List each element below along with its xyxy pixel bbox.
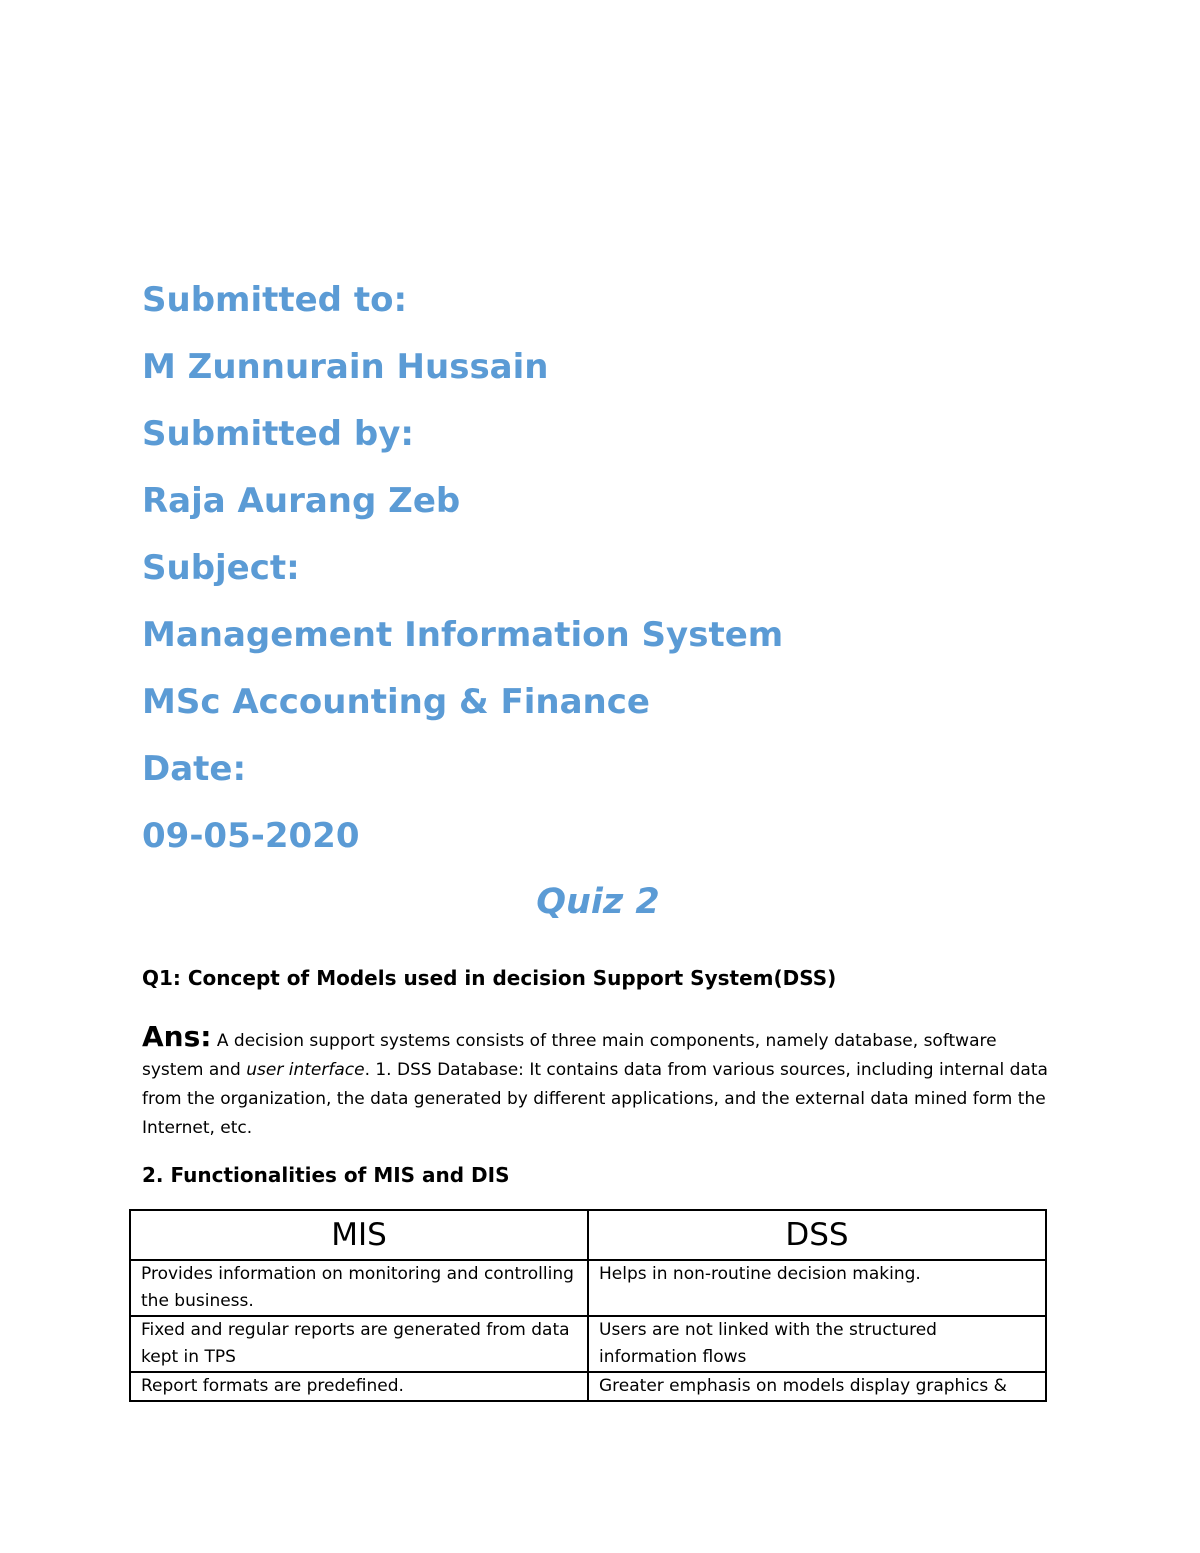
date-value: 09-05-2020 (142, 816, 360, 856)
quiz-title: Quiz 2 (536, 882, 660, 922)
subject-name: Management Information System (142, 615, 784, 655)
submitted-by-label: Submitted by: (142, 414, 414, 454)
date-label: Date: (142, 749, 247, 789)
cover-block (142, 278, 783, 881)
table-cell-dss: Helps in non-routine decision making. (588, 1260, 1046, 1316)
comparison-table (129, 1209, 1047, 1402)
answer-text-italic: user interface (246, 1060, 365, 1080)
column-header-mis: MIS (130, 1210, 588, 1260)
student-name: Raja Aurang Zeb (142, 481, 461, 521)
section-2-heading: 2. Functionalities of MIS and DIS (142, 1163, 510, 1187)
answer-text-part-2: . 1. DSS Database: It contains data from various sources, including internal data from the organization, the data generated by different applications, and the external data mined form the Internet, etc. (142, 1060, 1048, 1138)
answer-text-part-1: A decision support systems consists of three main components, namely database, software system and (142, 1031, 997, 1080)
table-cell-mis: Report formats are predefined. (130, 1372, 588, 1401)
supervisor-name: M Zunnurain Hussain (142, 347, 549, 387)
table-row (130, 1260, 1046, 1316)
table-cell-dss: Greater emphasis on models display graphics & (588, 1372, 1046, 1401)
table-row (130, 1372, 1046, 1401)
submitted-to-label: Submitted to: (142, 280, 408, 320)
table-cell-mis: Fixed and regular reports are generated from data kept in TPS (130, 1316, 588, 1372)
column-header-dss: DSS (588, 1210, 1046, 1260)
table-cell-mis: Provides information on monitoring and controlling the business. (130, 1260, 588, 1316)
table-cell-dss: Users are not linked with the structured information flows (588, 1316, 1046, 1372)
question-1-heading: Q1: Concept of Models used in decision Support System(DSS) (142, 966, 837, 990)
subject-label: Subject: (142, 548, 300, 588)
program-name: MSc Accounting & Finance (142, 682, 650, 722)
answer-label: Ans: (142, 1020, 212, 1053)
table-row (130, 1316, 1046, 1372)
table-header-row (130, 1210, 1046, 1260)
answer-paragraph (142, 1022, 1062, 1143)
